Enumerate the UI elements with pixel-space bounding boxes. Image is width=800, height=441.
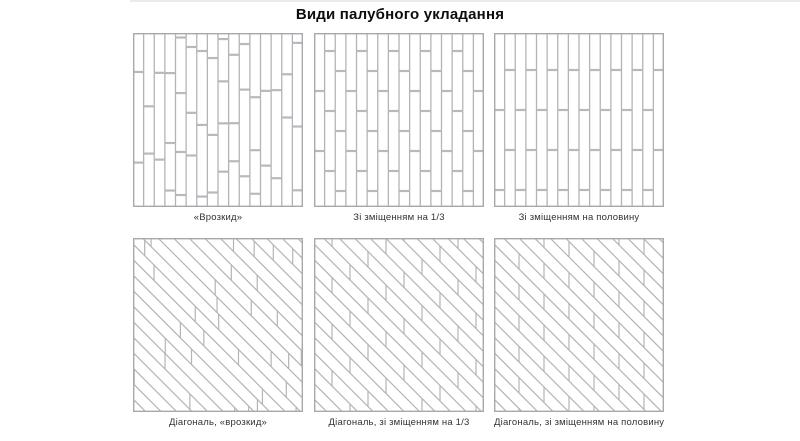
panel-vertical-third: [314, 33, 484, 223]
panel-diagonal-random: [133, 238, 303, 428]
panel-caption: Діагональ, «врозкид»: [168, 417, 268, 428]
pattern-diagonal-half: [494, 238, 664, 412]
pattern-diagonal-random: [133, 238, 303, 412]
panel-vertical-half: [494, 33, 664, 223]
pattern-vertical-third: [314, 33, 484, 207]
panel-caption: Діагональ, зі зміщенням на 1/3: [328, 417, 470, 428]
panel-caption: Діагональ, зі зміщенням на половину: [494, 417, 665, 428]
panel-diagonal-half: [494, 238, 664, 428]
panel-caption: Зі зміщенням на 1/3: [353, 212, 445, 223]
panel-caption: «Врозкид»: [193, 212, 243, 223]
pattern-diagonal-third: [314, 238, 484, 412]
panel-vertical-random: [133, 33, 303, 223]
top-edge-strip: [130, 0, 800, 2]
panel-caption: Зі зміщенням на половину: [518, 212, 640, 223]
pattern-vertical-half: [494, 33, 664, 207]
panel-diagonal-third: [314, 238, 484, 428]
page-title: Види палубного укладання: [295, 6, 505, 23]
pattern-vertical-random: [133, 33, 303, 207]
